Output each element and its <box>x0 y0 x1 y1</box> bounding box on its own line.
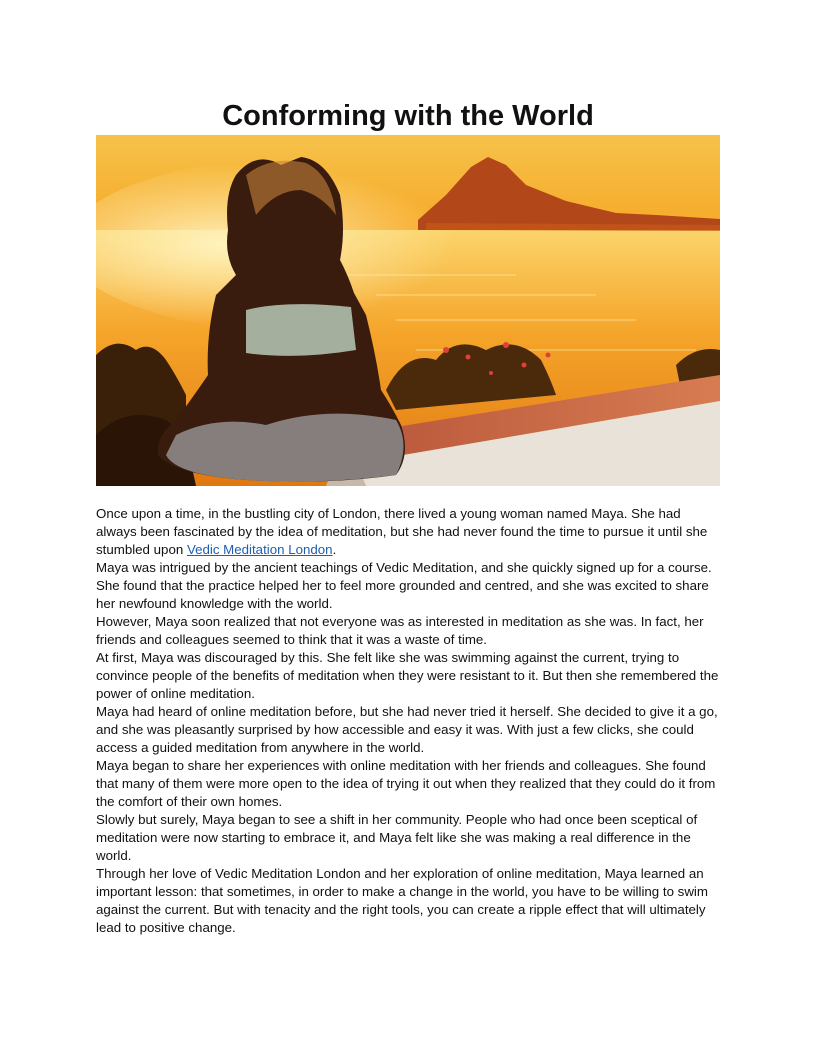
vedic-meditation-london-link[interactable]: Vedic Meditation London <box>186 542 333 557</box>
article-body <box>96 505 720 937</box>
paragraph-1 <box>96 505 720 559</box>
paragraph-3: However, Maya soon realized that not everyone was as interested in meditation as she was. In fact, her friends and colleagues seemed to think that it was a waste of time. <box>96 614 704 647</box>
meditation-sunset-photo <box>96 135 720 486</box>
paragraph-2: Maya was intrigued by the ancient teachings of Vedic Meditation, and she quickly signed up for a course. She found that the practice helped her to feel more grounded and centred, and she was excited to share her newfound knowledge with the world. <box>96 560 712 611</box>
paragraph-6: Maya began to share her experiences with online meditation with her friends and colleagues. She found that many of them were more open to the idea of trying it out when they realized that they could do it from the comfort of their own homes. <box>96 758 716 809</box>
paragraph-7: Slowly but surely, Maya began to see a shift in her community. People who had once been sceptical of meditation were now starting to embrace it, and Maya felt like she was making a real difference in the world. <box>96 812 698 863</box>
paragraph-text: . <box>332 542 337 557</box>
paragraph-4: At first, Maya was discouraged by this. She felt like she was swimming against the current, trying to convince people of the benefits of meditation when they were resistant to it. But then she remembered the power of online meditation. <box>96 650 719 701</box>
paragraph-8: Through her love of Vedic Meditation London and her exploration of online meditation, Maya learned an important lesson: that sometimes, in order to make a change in the world, you have to be willing to swim against the current. But with tenacity and the right tools, you can create a ripple effect that will ultimately lead to positive change. <box>96 866 708 935</box>
paragraph-5: Maya had heard of online meditation before, but she had never tried it herself. She decided to give it a go, and she was pleasantly surprised by how accessible and easy it was. With just a few clicks, she could access a guided meditation from anywhere in the world. <box>96 704 718 755</box>
paragraph-text: Once upon a time, in the bustling city of London, there lived a young woman named Maya. She had always been fascinated by the idea of meditation, but she had never found the time to pursue it until she stumbled upon <box>96 506 708 557</box>
page-title: Conforming with the World <box>222 100 594 132</box>
